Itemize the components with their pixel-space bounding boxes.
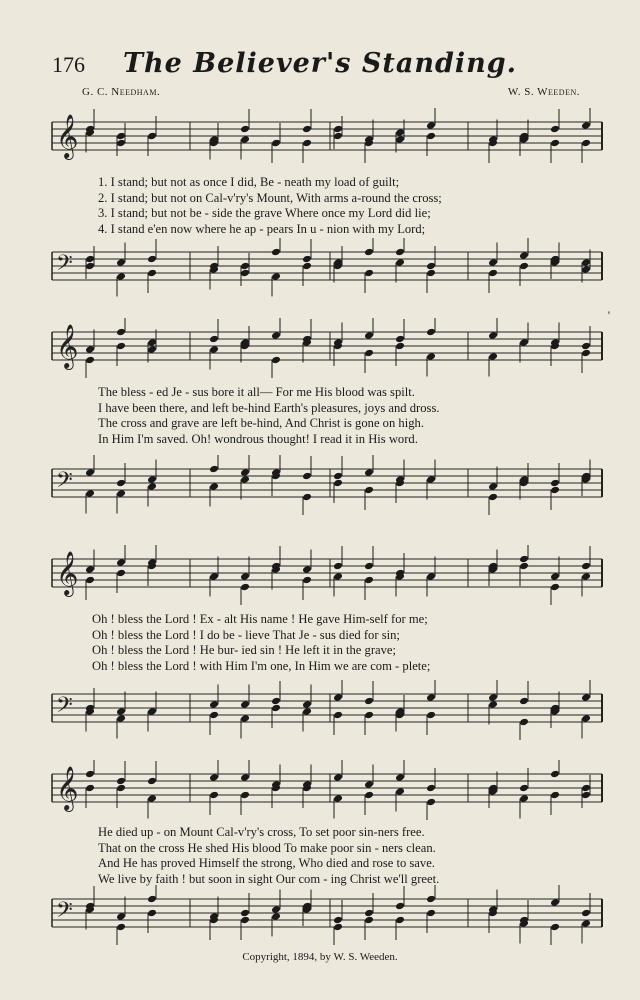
note-head (364, 248, 374, 257)
lyric-line: 4. I stand e'en now where he ap - pears In u - nion with my Lord; (98, 221, 426, 236)
note-head (116, 777, 126, 786)
note-head (302, 262, 312, 271)
note-head (116, 258, 126, 267)
note-head (364, 576, 374, 585)
note-head (426, 262, 436, 271)
bass-staff-3 (50, 680, 604, 740)
note-head (550, 125, 560, 134)
note-head (426, 352, 436, 361)
page-number: 176 (52, 52, 85, 77)
note-head (395, 248, 405, 257)
note-head (364, 697, 374, 706)
note-head (581, 265, 591, 274)
music-system-4-bass (50, 885, 604, 945)
note-head (271, 912, 281, 921)
note-head (581, 791, 591, 800)
note-head (581, 909, 591, 918)
note-head (395, 773, 405, 782)
note-head (581, 258, 591, 267)
lyrics-block-2 (50, 385, 604, 447)
note-head (240, 773, 250, 782)
note-head (333, 125, 343, 134)
note-head (209, 482, 219, 491)
note-head (302, 255, 312, 264)
note-head (581, 714, 591, 723)
note-head (333, 794, 343, 803)
note-head (302, 565, 312, 574)
note-head (147, 345, 157, 354)
lyric-line: The bless - ed Je - sus bore it all— For me His blood was spilt. (98, 385, 415, 399)
note-head (240, 262, 250, 271)
lyrics-block-3 (50, 612, 604, 674)
note-head (364, 711, 374, 720)
note-head (581, 562, 591, 571)
note-head (333, 479, 343, 488)
note-head (519, 262, 529, 271)
lyric-line: And He has proved Himself the strong, Who died and rose to save. (98, 856, 435, 871)
note-head (240, 583, 250, 592)
lyric-line: The cross and grave are left be-hind, And Christ is gone on high. (98, 416, 424, 431)
note-head (426, 475, 436, 484)
treble-staff-3 (50, 545, 604, 605)
note-head (426, 121, 436, 130)
note-head (271, 331, 281, 340)
note-head (581, 919, 591, 928)
note-head (550, 770, 560, 779)
note-head (147, 482, 157, 491)
music-system-2 (50, 318, 604, 378)
note-head (364, 486, 374, 495)
note-head (364, 916, 374, 925)
note-head (147, 707, 157, 716)
note-head (302, 139, 312, 148)
note-head (209, 700, 219, 709)
note-head (364, 269, 374, 278)
note-head (426, 269, 436, 278)
note-head (85, 255, 95, 264)
lyric-line: I have been there, and left be-hind Earth's pleasures, joys and dross. (98, 400, 440, 415)
note-head (147, 269, 157, 278)
note-head (116, 912, 126, 921)
margin-mark: ' (607, 308, 610, 322)
lyricist-credit: G. C. Needham. (82, 86, 161, 98)
note-head (116, 558, 126, 567)
note-head (581, 342, 591, 351)
note-head (147, 909, 157, 918)
note-head (426, 909, 436, 918)
note-head (395, 787, 405, 796)
note-head (209, 335, 219, 344)
note-head (519, 718, 529, 727)
note-head (240, 572, 250, 581)
note-head (550, 791, 560, 800)
lyric-line: That on the cross He shed His blood To make poor sin - ners clean. (98, 840, 436, 855)
note-head (209, 465, 219, 474)
note-head (519, 251, 529, 260)
treble-clef-icon: 𝄞 (56, 766, 79, 810)
note-head (581, 693, 591, 702)
note-head (302, 700, 312, 709)
note-head (271, 697, 281, 706)
note-head (333, 472, 343, 481)
music-system-1-bass (50, 238, 604, 298)
note-head (519, 697, 529, 706)
note-head (364, 349, 374, 358)
bass-clef-icon: 𝄢 (56, 468, 73, 498)
note-head (271, 272, 281, 281)
note-head (116, 489, 126, 498)
music-system-3-bass (50, 680, 604, 740)
lyric-line: Oh ! bless the Lord ! Ex - alt His name ! He gave Him-self for me; (92, 612, 428, 626)
note-head (426, 132, 436, 141)
note-head (240, 475, 250, 484)
note-head (364, 909, 374, 918)
note-head (333, 916, 343, 925)
note-head (550, 486, 560, 495)
note-head (488, 700, 498, 709)
note-head (426, 798, 436, 807)
note-head (426, 895, 436, 904)
treble-staff-2 (50, 318, 604, 378)
note-head (85, 770, 95, 779)
lyric-line: Oh ! bless the Lord ! with Him I'm one, In Him we are com - plete; (92, 658, 431, 673)
note-head (271, 704, 281, 713)
note-head (209, 711, 219, 720)
note-head (116, 707, 126, 716)
note-head (426, 711, 436, 720)
note-head (581, 121, 591, 130)
bass-clef-icon: 𝄢 (56, 693, 73, 723)
note-head (116, 923, 126, 932)
bass-clef-icon: 𝄢 (56, 898, 73, 928)
note-head (426, 784, 436, 793)
note-head (395, 258, 405, 267)
note-head (333, 773, 343, 782)
note-head (364, 468, 374, 477)
note-head (147, 132, 157, 141)
note-head (85, 565, 95, 574)
note-head (85, 784, 95, 793)
lyric-line: He died up - on Mount Cal-v'ry's cross, To set poor sin-ners free. (98, 825, 425, 839)
treble-staff-1 (50, 108, 604, 168)
note-head (271, 905, 281, 914)
note-head (147, 475, 157, 484)
note-head (116, 784, 126, 793)
music-system-3 (50, 545, 604, 605)
note-head (85, 345, 95, 354)
note-head (271, 248, 281, 257)
note-head (116, 714, 126, 723)
treble-staff-4 (50, 760, 604, 820)
note-head (488, 352, 498, 361)
note-head (519, 338, 529, 347)
note-head (240, 468, 250, 477)
note-head (364, 780, 374, 789)
note-head (488, 331, 498, 340)
note-head (550, 583, 560, 592)
note-head (85, 356, 95, 365)
note-head (85, 262, 95, 271)
note-head (333, 711, 343, 720)
note-head (240, 125, 250, 134)
note-head (147, 338, 157, 347)
note-head (85, 576, 95, 585)
note-head (395, 135, 405, 144)
note-head (581, 784, 591, 793)
note-head (488, 482, 498, 491)
note-head (240, 791, 250, 800)
note-head (302, 493, 312, 502)
note-head (333, 132, 343, 141)
note-head (550, 572, 560, 581)
note-head (240, 916, 250, 925)
note-head (147, 895, 157, 904)
note-head (488, 493, 498, 502)
bass-staff-2 (50, 455, 604, 515)
treble-clef-icon: 𝄞 (56, 114, 79, 158)
note-head (116, 479, 126, 488)
treble-clef-icon: 𝄞 (56, 551, 79, 595)
note-head (550, 923, 560, 932)
note-head (488, 693, 498, 702)
lyric-line: 1. I stand; but not as once I did, Be - neath my load of guilt; (98, 175, 400, 189)
note-head (488, 269, 498, 278)
note-head (116, 328, 126, 337)
note-head (395, 128, 405, 137)
note-head (240, 714, 250, 723)
note-head (519, 794, 529, 803)
note-head (271, 356, 281, 365)
note-head (519, 784, 529, 793)
note-head (426, 328, 436, 337)
note-head (426, 572, 436, 581)
note-head (271, 139, 281, 148)
lyric-line: 2. I stand; but not on Cal-v'ry's Mount, With arms a-round the cross; (98, 190, 442, 205)
note-head (395, 342, 405, 351)
note-head (364, 331, 374, 340)
note-head (395, 902, 405, 911)
note-head (240, 700, 250, 709)
note-head (333, 572, 343, 581)
note-head (147, 794, 157, 803)
note-head (550, 479, 560, 488)
note-head (116, 132, 126, 141)
lyric-line: Oh ! bless the Lord ! I do be - lieve That Je - sus died for sin; (92, 627, 400, 642)
note-head (488, 258, 498, 267)
lyrics-block-1 (50, 175, 604, 237)
treble-clef-icon: 𝄞 (56, 324, 79, 368)
note-head (581, 139, 591, 148)
note-head (209, 791, 219, 800)
note-head (116, 569, 126, 578)
lyrics-block-4 (50, 825, 604, 887)
note-head (364, 791, 374, 800)
note-head (85, 489, 95, 498)
music-system-4 (50, 760, 604, 820)
note-head (581, 349, 591, 358)
note-head (333, 693, 343, 702)
lyric-line: In Him I'm saved. Oh! wondrous thought! I read it in His word. (98, 431, 418, 446)
bass-staff-4 (50, 885, 604, 945)
note-head (116, 139, 126, 148)
note-head (364, 562, 374, 571)
note-head (209, 572, 219, 581)
note-head (426, 693, 436, 702)
lyric-line: We live by faith ! but soon in sight Our com - ing Christ we'll greet. (98, 871, 440, 886)
note-head (302, 576, 312, 585)
note-head (116, 342, 126, 351)
note-head (395, 916, 405, 925)
note-head (333, 923, 343, 932)
note-head (519, 555, 529, 564)
bass-clef-icon: 𝄢 (56, 251, 73, 281)
hymn-title: The Believer's Standing. (122, 48, 518, 79)
note-head (240, 135, 250, 144)
note-head (240, 909, 250, 918)
lyric-line: 3. I stand; but not be - side the grave Where once my Lord did lie; (98, 206, 431, 221)
music-system-1 (50, 108, 604, 168)
note-head (550, 898, 560, 907)
music-system-2-bass (50, 455, 604, 515)
composer-credit: W. S. Weeden. (507, 86, 580, 98)
note-head (85, 468, 95, 477)
note-head (209, 345, 219, 354)
bass-staff-1 (50, 238, 604, 298)
note-head (209, 773, 219, 782)
note-head (147, 255, 157, 264)
copyright-notice: Copyright, 1894, by W. S. Weeden. (242, 951, 398, 963)
note-head (333, 562, 343, 571)
note-head (302, 125, 312, 134)
note-head (147, 777, 157, 786)
note-head (550, 139, 560, 148)
note-head (395, 335, 405, 344)
note-head (302, 707, 312, 716)
note-head (581, 572, 591, 581)
note-head (519, 562, 529, 571)
note-head (302, 472, 312, 481)
note-head (240, 269, 250, 278)
note-head (116, 272, 126, 281)
lyric-line: Oh ! bless the Lord ! He bur- ied sin ! He left it in the grave; (92, 643, 397, 658)
